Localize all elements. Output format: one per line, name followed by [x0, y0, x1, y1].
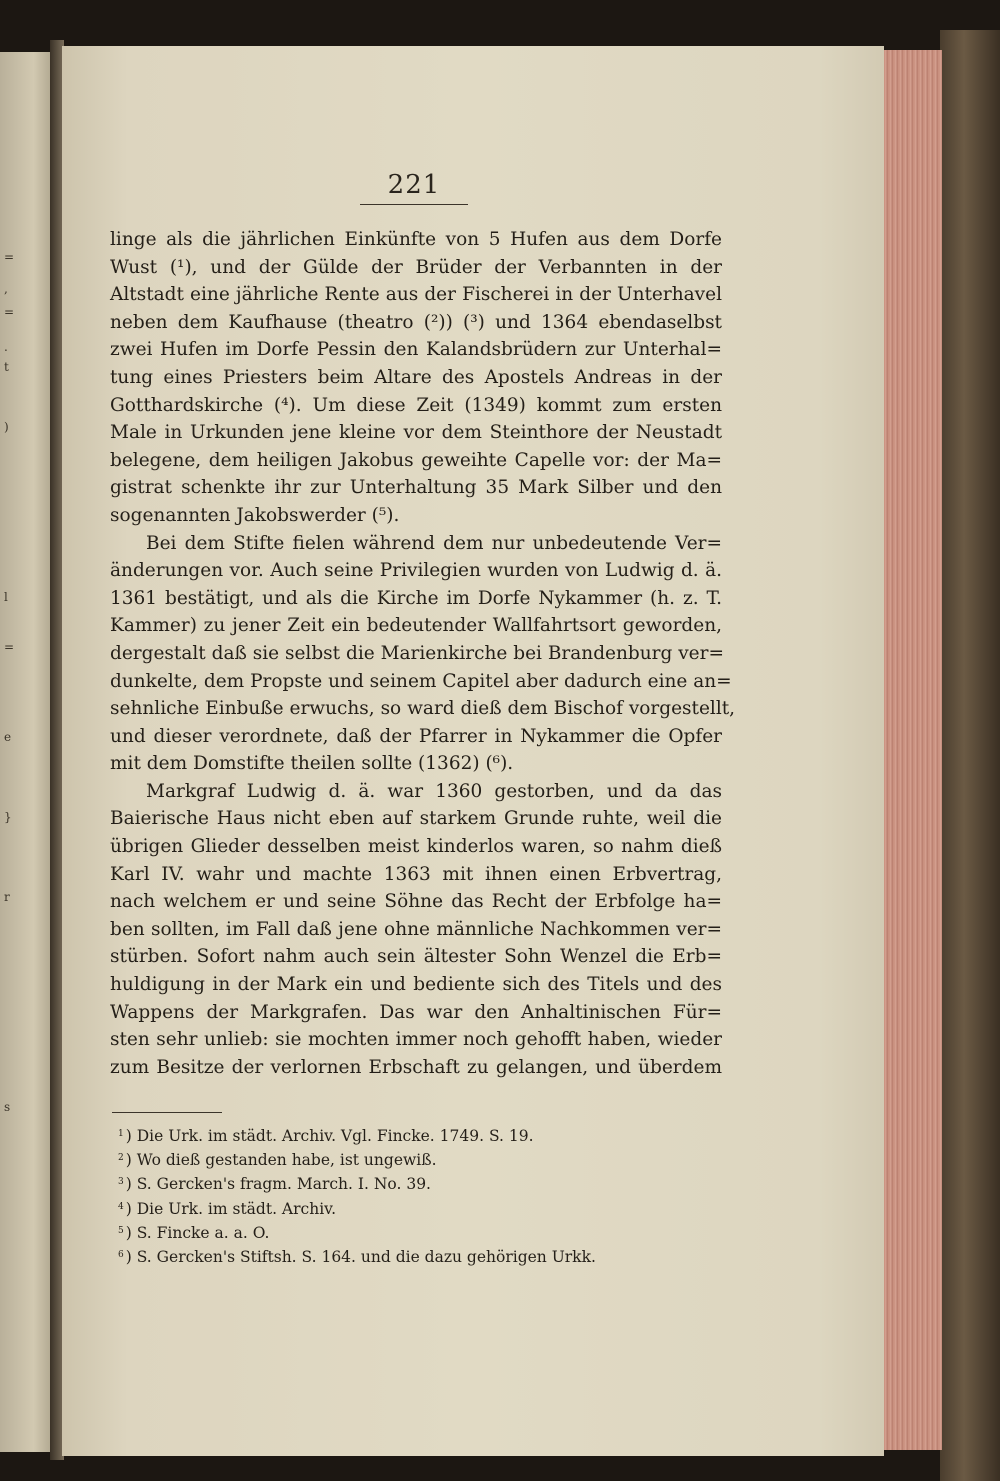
text-line: linge als die jährlichen Einkünfte von 5 Hufen aus dem Dorfe	[110, 229, 722, 250]
bleed-through-mark: .	[4, 340, 8, 354]
text-line: stürben. Sofort nahm auch sein ältester Sohn Wenzel die Erb=	[110, 946, 722, 968]
text-line: sogenannten Jakobswerder (⁵).	[110, 504, 400, 526]
bleed-through-mark: }	[4, 810, 12, 824]
body-text	[110, 226, 736, 1081]
bleed-through-mark: r	[4, 890, 10, 904]
page-number: 221	[387, 170, 441, 200]
bleed-through-mark: ,	[4, 282, 8, 296]
text-line: 1361 bestätigt, und als die Kirche im Dorfe Nykammer (h. z. T.	[110, 587, 722, 609]
text-line: dergestalt daß sie selbst die Marienkirche bei Brandenburg ver=	[110, 642, 724, 664]
footnote: $^4$ ) Die Urk. im städt. Archiv.	[118, 1199, 337, 1218]
bleed-through-mark: l	[4, 590, 8, 604]
footnotes	[118, 1122, 678, 1267]
footnote: $^2$ ) Wo dieß gestanden habe, ist ungewiß.	[118, 1151, 437, 1170]
footnote-text: S. Gercken's fragm. March. I. No. 39.	[136, 1175, 431, 1194]
text-line: zum Besitze der verlornen Erbschaft zu gelangen, und überdem	[110, 1056, 722, 1078]
book-cover-edge	[940, 30, 1000, 1481]
bleed-through-mark: =	[4, 640, 15, 654]
footnote-mark: 4	[118, 1201, 124, 1212]
footnote-mark: 6	[118, 1249, 124, 1260]
text-line: tung eines Priesters beim Altare des Apostels Andreas in der	[110, 366, 722, 388]
text-line: änderungen vor. Auch seine Privilegien wurden von Ludwig d. ä.	[110, 560, 722, 582]
text-line: Kammer) zu jener Zeit ein bedeutender Wallfahrtsort geworden,	[110, 615, 722, 637]
text-line: Karl IV. wahr und machte 1363 mit ihnen einen Erbvertrag,	[110, 863, 722, 885]
text-line: Gotthardskirche (⁴). Um diese Zeit (1349) kommt zum ersten	[110, 394, 722, 416]
page-block-edges	[884, 50, 942, 1450]
text-line: Wust (¹), und der Gülde der Brüder der Verbannten in der	[110, 256, 722, 278]
footnote: $^3$ ) S. Gercken's fragm. March. I. No. 39.	[118, 1175, 431, 1194]
text-line: mit dem Domstifte theilen sollte (1362) (⁶).	[110, 753, 514, 775]
text-line: Markgraf Ludwig d. ä. war 1360 gestorben, und da das	[146, 780, 722, 802]
footnote-mark: 2	[118, 1153, 124, 1164]
text-line: nach welchem er und seine Söhne das Recht der Erbfolge ha=	[110, 891, 722, 913]
footnote-text: Wo dieß gestanden habe, ist ungewiß.	[136, 1151, 437, 1170]
bleed-through-mark: s	[4, 1100, 11, 1114]
footnote: $^1$ ) Die Urk. im städt. Archiv. Vgl. Fincke. 1749. S. 19.	[118, 1127, 534, 1145]
footnote-mark: 1	[118, 1129, 124, 1139]
text-line: ben sollten, im Fall daß jene ohne männliche Nachkommen ver=	[110, 918, 722, 940]
footnote-text: Die Urk. im städt. Archiv. Vgl. Fincke. 1749. S. 19.	[136, 1127, 534, 1145]
text-line: zwei Hufen im Dorfe Pessin den Kalandsbrüdern zur Unterhal=	[110, 339, 722, 361]
text-line: neben dem Kaufhause (theatro (²)) (³) und 1364 ebendaselbst	[110, 311, 722, 333]
footnote-mark: 5	[118, 1225, 124, 1236]
text-line: übrigen Glieder desselben meist kinderlos waren, so nahm dieß	[110, 836, 722, 858]
text-line: und dieser verordnete, daß der Pfarrer in Nykammer die Opfer	[110, 725, 722, 747]
text-line: belegene, dem heiligen Jakobus geweihte Capelle vor: der Ma=	[110, 449, 722, 471]
text-line: sten sehr unlieb: sie mochten immer noch gehofft haben, wieder	[110, 1029, 722, 1051]
footnote-text: S. Fincke a. a. O.	[136, 1223, 270, 1242]
bleed-through-mark: =	[4, 250, 15, 264]
bleed-through-mark: =	[4, 305, 15, 319]
text-line: huldigung in der Mark ein und bediente sich des Titels und des	[110, 974, 722, 996]
text-line: Altstadt eine jährliche Rente aus der Fischerei in der Unterhavel	[110, 284, 722, 306]
bleed-through-mark: )	[4, 420, 9, 434]
text-line: sehnliche Einbuße erwuchs, so ward dieß dem Bischof vorgestellt,	[110, 698, 736, 720]
text-line: Baierische Haus nicht eben auf starkem Grunde ruhte, weil die	[110, 808, 722, 830]
header-rule	[360, 204, 468, 205]
footnote: $^5$ ) S. Fincke a. a. O.	[118, 1223, 270, 1242]
text-line: Male in Urkunden jene kleine vor dem Steinthore der Neustadt	[110, 422, 722, 444]
bleed-through-mark: t	[4, 360, 9, 374]
text-line: Wappens der Markgrafen. Das war den Anhaltinischen Für=	[110, 1001, 722, 1023]
footnote-text: S. Gercken's Stiftsh. S. 164. und die dazu gehörigen Urkk.	[136, 1247, 596, 1266]
text-line: Bei dem Stifte fielen während dem nur unbedeutende Ver=	[146, 532, 722, 554]
bleed-through-mark: e	[4, 730, 12, 744]
footnote: $^6$ ) S. Gercken's Stiftsh. S. 164. und die dazu gehörigen Urkk.	[118, 1247, 596, 1266]
text-line: gistrat schenkte ihr zur Unterhaltung 35 Mark Silber und den	[110, 477, 722, 499]
footnote-rule	[112, 1112, 222, 1113]
footnote-text: Die Urk. im städt. Archiv.	[136, 1199, 337, 1218]
text-line: dunkelte, dem Propste und seinem Capitel aber dadurch eine an=	[110, 670, 732, 692]
footnote-mark: 3	[118, 1177, 124, 1188]
